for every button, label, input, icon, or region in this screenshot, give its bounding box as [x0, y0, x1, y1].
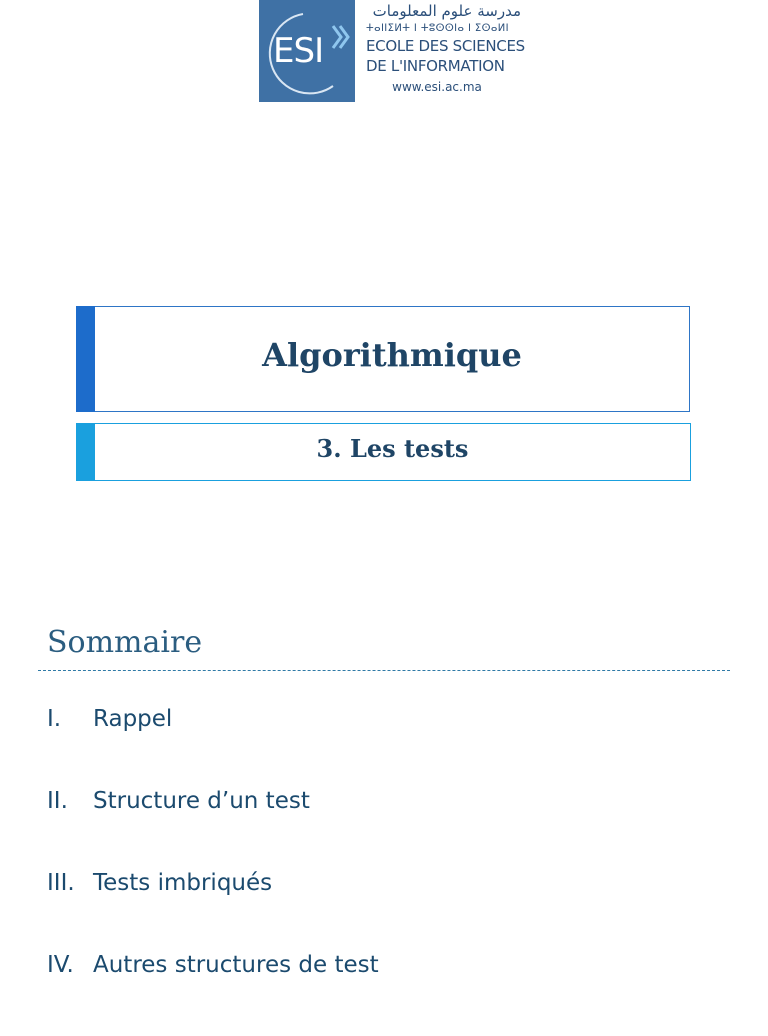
- toc-item-number: III.: [47, 870, 75, 896]
- toc-item-number: I.: [47, 706, 62, 732]
- subtitle-accent-bar: [76, 423, 95, 481]
- esi-logo: [258, 0, 526, 106]
- toc-item-label[interactable]: Structure d’un test: [93, 788, 310, 814]
- logo-url[interactable]: www.esi.ac.ma: [392, 80, 482, 94]
- toc-item-structure[interactable]: [47, 790, 727, 872]
- page-title: Algorithmique: [262, 336, 522, 374]
- logo-name-line2: DE L'INFORMATION: [366, 57, 505, 75]
- page-subtitle: 3. Les tests: [316, 434, 469, 463]
- logo-name-line1: ECOLE DES SCIENCES: [366, 37, 525, 55]
- esi-logo-mark: [259, 0, 355, 102]
- sommaire-heading: Sommaire: [47, 625, 203, 660]
- logo-tifinagh-name: ⵜⴰⵏⵏⵉⵍⵜ ⵏ ⵜⵓⵙⵙⵏⴰ ⵏ ⵉⵙⴰⵍⵏ: [366, 23, 509, 34]
- logo-text-block: [366, 0, 526, 95]
- toc-item-label[interactable]: Tests imbriqués: [93, 870, 273, 896]
- sommaire-list: [47, 708, 727, 1036]
- logo-esi-text: ESI: [273, 31, 324, 71]
- title-box: [76, 306, 690, 412]
- subtitle-box: [76, 423, 691, 481]
- toc-item-number: II.: [47, 788, 68, 814]
- title-accent-bar: [76, 306, 95, 412]
- toc-item-label[interactable]: Autres structures de test: [93, 952, 379, 978]
- logo-arabic-name: مدرسة علوم المعلومات: [372, 2, 521, 20]
- sommaire-divider: [38, 670, 730, 671]
- toc-item-tests-imbriques[interactable]: [47, 872, 727, 954]
- toc-item-number: IV.: [47, 952, 74, 978]
- toc-item-label[interactable]: Rappel: [93, 706, 173, 732]
- toc-item-rappel[interactable]: [47, 708, 727, 790]
